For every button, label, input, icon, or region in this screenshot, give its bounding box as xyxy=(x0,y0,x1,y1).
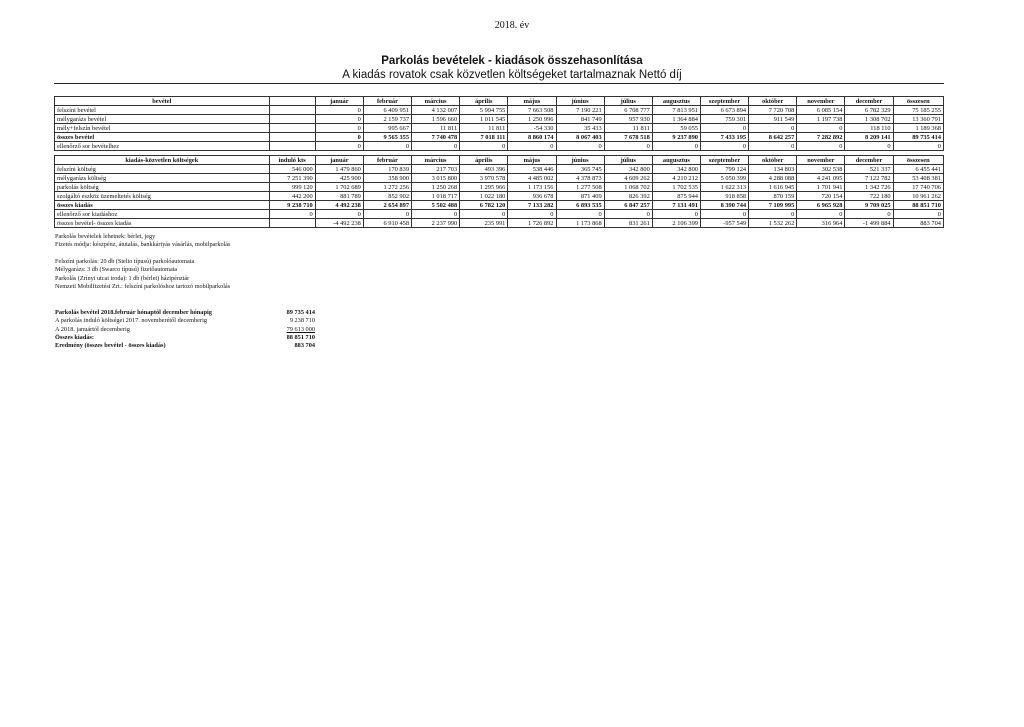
table-cell: 11 811 xyxy=(604,124,652,133)
table-cell: 0 xyxy=(652,142,700,151)
table-cell: 0 xyxy=(749,210,797,219)
table-row xyxy=(55,124,944,133)
table-cell: 883 704 xyxy=(893,219,943,228)
table-cell: 425 900 xyxy=(315,174,363,183)
table-cell: 0 xyxy=(797,124,845,133)
table-cell: 493 396 xyxy=(460,165,508,174)
note-line: Parkolás bevételek lehetnek: bérlet, jegy xyxy=(55,233,156,240)
note-line: Fizetés módja: készpénz, átutalás, bankkártyás vásárlás, mobilparkolás xyxy=(55,241,231,249)
year-heading: 2018. év xyxy=(494,20,530,31)
table-cell: 170 839 xyxy=(363,165,411,174)
table-cell: 9 237 890 xyxy=(652,133,700,142)
table-cell: 442 200 xyxy=(269,192,315,201)
table-cell: 0 xyxy=(604,210,652,219)
table-cell: 0 xyxy=(556,142,604,151)
table-cell: 521 337 xyxy=(845,165,893,174)
row-label: felszíni költség xyxy=(55,165,270,174)
table-cell: 1 616 945 xyxy=(749,183,797,192)
row-label: szolgáltó eszköz üzemeltetés költség xyxy=(55,192,270,201)
table-cell: 1 277 508 xyxy=(556,183,604,192)
table-cell: 4 288 088 xyxy=(749,174,797,183)
table-cell: 1 295 966 xyxy=(460,183,508,192)
table-cell: -54 330 xyxy=(508,124,556,133)
column-header: június xyxy=(556,97,604,106)
table-cell: 6 847 257 xyxy=(604,201,652,210)
table-cell: 11 811 xyxy=(412,124,460,133)
row-label: felszíni bevétel xyxy=(55,106,270,115)
table-cell: 0 xyxy=(315,106,363,115)
table-cell xyxy=(269,219,315,228)
equipment-notes xyxy=(55,258,230,291)
table-cell: 4 132 007 xyxy=(412,106,460,115)
table-cell: 0 xyxy=(893,142,943,151)
table-cell: 5 502 488 xyxy=(412,201,460,210)
row-label: összes kiadás xyxy=(55,201,270,210)
table-row xyxy=(55,174,944,183)
table-row xyxy=(55,133,944,142)
column-header: összesen xyxy=(893,97,943,106)
column-header xyxy=(269,97,315,106)
table-cell: 1 308 702 xyxy=(845,115,893,124)
column-header: december xyxy=(845,156,893,165)
table-cell: 302 538 xyxy=(797,165,845,174)
table-cell xyxy=(269,133,315,142)
column-header: kiadás-közvetlen költségek xyxy=(55,156,270,165)
table-cell: 875 944 xyxy=(652,192,700,201)
table-cell: 6 782 120 xyxy=(460,201,508,210)
table-cell: 8 860 174 xyxy=(508,133,556,142)
column-header: összesen xyxy=(893,156,943,165)
table-cell: 1 702 535 xyxy=(652,183,700,192)
table-cell: 7 018 111 xyxy=(460,133,508,142)
table-cell: 0 xyxy=(412,210,460,219)
summary-row xyxy=(55,326,315,334)
table-cell: 6 085 154 xyxy=(797,106,845,115)
summary-label: Eredmény (összes bevétel - összes kiadás) xyxy=(55,342,166,350)
table-cell: 11 811 xyxy=(460,124,508,133)
table-cell: 7 109 995 xyxy=(749,201,797,210)
column-header: április xyxy=(460,97,508,106)
summary-value: 9 238 710 xyxy=(289,317,315,325)
table-cell: 799 124 xyxy=(700,165,748,174)
revenue-notes xyxy=(55,233,230,250)
page-subtitle: A kiadás rovatok csak közvetlen költségeket tartalmaznak Nettó díj xyxy=(342,69,682,81)
column-header: december xyxy=(845,97,893,106)
table-cell: -1 499 884 xyxy=(845,219,893,228)
column-header: január xyxy=(315,97,363,106)
table-cell: 0 xyxy=(412,142,460,151)
table-cell: 870 159 xyxy=(749,192,797,201)
revenue-table xyxy=(54,96,944,151)
table-row xyxy=(55,219,944,228)
table-cell: 0 xyxy=(604,142,652,151)
table-cell: 35 433 xyxy=(556,124,604,133)
table-cell: 871 409 xyxy=(556,192,604,201)
table-row xyxy=(55,183,944,192)
table-cell: 0 xyxy=(797,210,845,219)
table-cell: 1 596 660 xyxy=(412,115,460,124)
column-header: február xyxy=(363,97,411,106)
column-header: május xyxy=(508,97,556,106)
summary-label: Összes kiadás: xyxy=(55,333,95,341)
table-cell: 0 xyxy=(315,124,363,133)
table-cell: 88 851 710 xyxy=(893,201,943,210)
column-header: július xyxy=(604,156,652,165)
table-cell: 10 961 262 xyxy=(893,192,943,201)
expense-table xyxy=(54,155,944,228)
column-header: április xyxy=(460,156,508,165)
summary-row xyxy=(55,317,315,325)
table-cell xyxy=(269,142,315,151)
table-cell: 7 433 195 xyxy=(700,133,748,142)
table-header-row xyxy=(55,156,944,165)
table-cell: 0 xyxy=(363,142,411,151)
table-cell: 75 185 255 xyxy=(893,106,943,115)
table-cell: 3 015 800 xyxy=(412,174,460,183)
column-header: március xyxy=(412,97,460,106)
column-header: március xyxy=(412,156,460,165)
table-cell: 1 479 860 xyxy=(315,165,363,174)
table-cell: 0 xyxy=(893,210,943,219)
table-cell xyxy=(269,106,315,115)
table-cell: 6 409 951 xyxy=(363,106,411,115)
table-cell: 7 678 518 xyxy=(604,133,652,142)
column-header: január xyxy=(315,156,363,165)
summary-value: 88 851 710 xyxy=(286,333,315,341)
table-cell: 1 197 738 xyxy=(797,115,845,124)
summary-label: A 2018. januártól decemberig xyxy=(55,325,130,333)
table-cell: 6 910 458 xyxy=(363,219,411,228)
table-cell: 720 154 xyxy=(797,192,845,201)
table-cell: 3 970 578 xyxy=(460,174,508,183)
table-cell: 0 xyxy=(749,142,797,151)
table-cell: 999 120 xyxy=(269,183,315,192)
table-cell: 134 803 xyxy=(749,165,797,174)
column-header: július xyxy=(604,97,652,106)
table-cell: 1 701 941 xyxy=(797,183,845,192)
column-header: augusztus xyxy=(652,156,700,165)
table-cell: 8 067 403 xyxy=(556,133,604,142)
column-header: június xyxy=(556,156,604,165)
table-cell: 5 994 755 xyxy=(460,106,508,115)
table-cell: 235 991 xyxy=(460,219,508,228)
table-cell: 1 189 368 xyxy=(893,124,943,133)
summary-row xyxy=(55,334,315,342)
table-cell: 0 xyxy=(460,210,508,219)
table-row xyxy=(55,165,944,174)
table-cell: 2 106 399 xyxy=(652,219,700,228)
table-cell: 0 xyxy=(315,210,363,219)
table-cell: 7 122 782 xyxy=(845,174,893,183)
table-cell: 4 210 212 xyxy=(652,174,700,183)
table-cell: 17 740 706 xyxy=(893,183,943,192)
table-row xyxy=(55,192,944,201)
table-cell: 6 673 894 xyxy=(700,106,748,115)
table-cell: 7 133 282 xyxy=(508,201,556,210)
table-cell: 0 xyxy=(700,142,748,151)
table-row xyxy=(55,106,944,115)
table-row xyxy=(55,115,944,124)
table-cell: 0 xyxy=(700,124,748,133)
table-cell: 0 xyxy=(363,210,411,219)
column-header: szeptember xyxy=(700,97,748,106)
table-cell: 7 720 708 xyxy=(749,106,797,115)
table-cell: 8 390 744 xyxy=(700,201,748,210)
table-cell: 342 800 xyxy=(604,165,652,174)
table-cell: -957 549 xyxy=(700,219,748,228)
table-header-row xyxy=(55,97,944,106)
table-cell: 0 xyxy=(315,133,363,142)
table-cell: 826 392 xyxy=(604,192,652,201)
table-cell: 0 xyxy=(700,210,748,219)
table-cell: 1 342 726 xyxy=(845,183,893,192)
table-cell: 6 893 535 xyxy=(556,201,604,210)
table-cell xyxy=(269,124,315,133)
table-cell: 7 813 951 xyxy=(652,106,700,115)
summary-value: 883 704 xyxy=(294,342,315,350)
summary-value: 79 613 000 xyxy=(286,325,315,333)
table-cell: 9 709 025 xyxy=(845,201,893,210)
note-line: Felszíni parkolás: 20 db (Stelio típusú) parkolóautomata xyxy=(55,258,195,265)
table-cell: 1 173 868 xyxy=(556,219,604,228)
table-cell: 8 209 141 xyxy=(845,133,893,142)
table-cell: 759 301 xyxy=(700,115,748,124)
summary-value: 89 735 414 xyxy=(286,309,315,316)
table-cell: 1 173 156 xyxy=(508,183,556,192)
table-cell xyxy=(269,115,315,124)
table-cell: 1 272 256 xyxy=(363,183,411,192)
table-cell: 918 858 xyxy=(700,192,748,201)
table-cell: 1 068 702 xyxy=(604,183,652,192)
table-cell: 4 492 238 xyxy=(315,201,363,210)
table-cell: 59 055 xyxy=(652,124,700,133)
table-cell: 0 xyxy=(797,142,845,151)
column-header: november xyxy=(797,156,845,165)
result-summary xyxy=(55,309,315,350)
table-cell: 1 250 268 xyxy=(412,183,460,192)
table-cell: 7 740 478 xyxy=(412,133,460,142)
table-cell: 722 180 xyxy=(845,192,893,201)
table-cell: 1 011 545 xyxy=(460,115,508,124)
table-cell: 0 xyxy=(749,124,797,133)
table-cell: 7 251 390 xyxy=(269,174,315,183)
table-cell: 957 930 xyxy=(604,115,652,124)
table-cell: 0 xyxy=(269,210,315,219)
row-label: mélygarázs bevétel xyxy=(55,115,270,124)
table-cell: -4 492 238 xyxy=(315,219,363,228)
table-cell: 118 110 xyxy=(845,124,893,133)
table-row xyxy=(55,142,944,151)
table-cell: 0 xyxy=(460,142,508,151)
page-title: Parkolás bevételek - kiadások összehasonlítása xyxy=(381,55,643,67)
row-label: összes bevétel xyxy=(55,133,270,142)
table-cell: 316 964 xyxy=(797,219,845,228)
table-cell: 4 485 002 xyxy=(508,174,556,183)
note-line: Parkolás (Zrínyi utcai iroda): 1 db (bérlet) házipénztár xyxy=(55,274,190,282)
table-cell: 6 782 329 xyxy=(845,106,893,115)
row-label: parkolás költség xyxy=(55,183,270,192)
table-cell: 342 800 xyxy=(652,165,700,174)
table-cell: 9 238 710 xyxy=(269,201,315,210)
table-cell: 4 241 095 xyxy=(797,174,845,183)
table-cell: 0 xyxy=(508,210,556,219)
table-row xyxy=(55,210,944,219)
table-cell: 0 xyxy=(508,142,556,151)
table-cell: 89 735 414 xyxy=(893,133,943,142)
table-cell: 1 250 996 xyxy=(508,115,556,124)
table-cell: 831 261 xyxy=(604,219,652,228)
note-line: Mélygarázs: 3 db (Swarco típusú) fizetőautomata xyxy=(55,266,178,274)
table-cell: 9 565 355 xyxy=(363,133,411,142)
table-cell: 217 703 xyxy=(412,165,460,174)
table-cell: 2 159 737 xyxy=(363,115,411,124)
table-cell: 358 900 xyxy=(363,174,411,183)
table-cell: 841 749 xyxy=(556,115,604,124)
table-cell: 546 000 xyxy=(269,165,315,174)
table-cell: 7 663 508 xyxy=(508,106,556,115)
column-header: november xyxy=(797,97,845,106)
row-label: ellenőrző sor kiadáshoz xyxy=(55,210,270,219)
table-cell: 4 378 873 xyxy=(556,174,604,183)
table-cell: 852 902 xyxy=(363,192,411,201)
column-header: szeptember xyxy=(700,156,748,165)
table-cell: 13 360 791 xyxy=(893,115,943,124)
table-cell: 0 xyxy=(652,210,700,219)
table-cell: 1 022 180 xyxy=(460,192,508,201)
column-header: induló kts xyxy=(269,156,315,165)
table-cell: 538 446 xyxy=(508,165,556,174)
row-label: mély+felszín bevétel xyxy=(55,124,270,133)
table-cell: 0 xyxy=(315,115,363,124)
table-cell: 2 237 990 xyxy=(412,219,460,228)
table-cell: 7 282 892 xyxy=(797,133,845,142)
summary-label: Parkolás bevétel 2018.február hónaptól december hónapig xyxy=(55,309,212,316)
table-cell: 1 018 717 xyxy=(412,192,460,201)
table-cell: 7 190 221 xyxy=(556,106,604,115)
table-cell: 8 642 257 xyxy=(749,133,797,142)
column-header: február xyxy=(363,156,411,165)
table-cell: 0 xyxy=(845,142,893,151)
row-label: mélygarázs költség xyxy=(55,174,270,183)
table-cell: 2 654 897 xyxy=(363,201,411,210)
row-label: összes bevétel- összes kiadás xyxy=(55,219,270,228)
table-cell: 936 678 xyxy=(508,192,556,201)
column-header: október xyxy=(749,97,797,106)
column-header: augusztus xyxy=(652,97,700,106)
table-cell: 7 131 491 xyxy=(652,201,700,210)
table-cell: 4 609 262 xyxy=(604,174,652,183)
table-cell: 1 532 262 xyxy=(749,219,797,228)
summary-row xyxy=(55,309,315,317)
table-cell: 365 745 xyxy=(556,165,604,174)
table-cell: 6 455 441 xyxy=(893,165,943,174)
summary-row xyxy=(55,342,315,350)
table-cell: 1 364 884 xyxy=(652,115,700,124)
table-cell: 1 702 689 xyxy=(315,183,363,192)
table-cell: 6 708 777 xyxy=(604,106,652,115)
table-cell: 0 xyxy=(315,142,363,151)
column-header: október xyxy=(749,156,797,165)
table-cell: 5 050 399 xyxy=(700,174,748,183)
table-cell: 881 789 xyxy=(315,192,363,201)
table-cell: 911 549 xyxy=(749,115,797,124)
column-header: bevétel xyxy=(55,97,270,106)
table-cell: 0 xyxy=(845,210,893,219)
table-cell: 1 622 313 xyxy=(700,183,748,192)
table-cell: 995 667 xyxy=(363,124,411,133)
summary-label: A parkolás induló költségei 2017. novemberétől decemberig xyxy=(55,317,207,325)
title-divider xyxy=(54,83,944,84)
table-cell: 0 xyxy=(556,210,604,219)
row-label: ellenőrző sor bevételhez xyxy=(55,142,270,151)
table-cell: 1 726 892 xyxy=(508,219,556,228)
table-cell: 53 408 381 xyxy=(893,174,943,183)
table-row xyxy=(55,201,944,210)
table-cell: 6 965 928 xyxy=(797,201,845,210)
note-line: Nemzeti Mobilfizetési Zrt.: felszíni parkolóshoz tartozó mobilparkolás xyxy=(55,282,231,290)
column-header: május xyxy=(508,156,556,165)
